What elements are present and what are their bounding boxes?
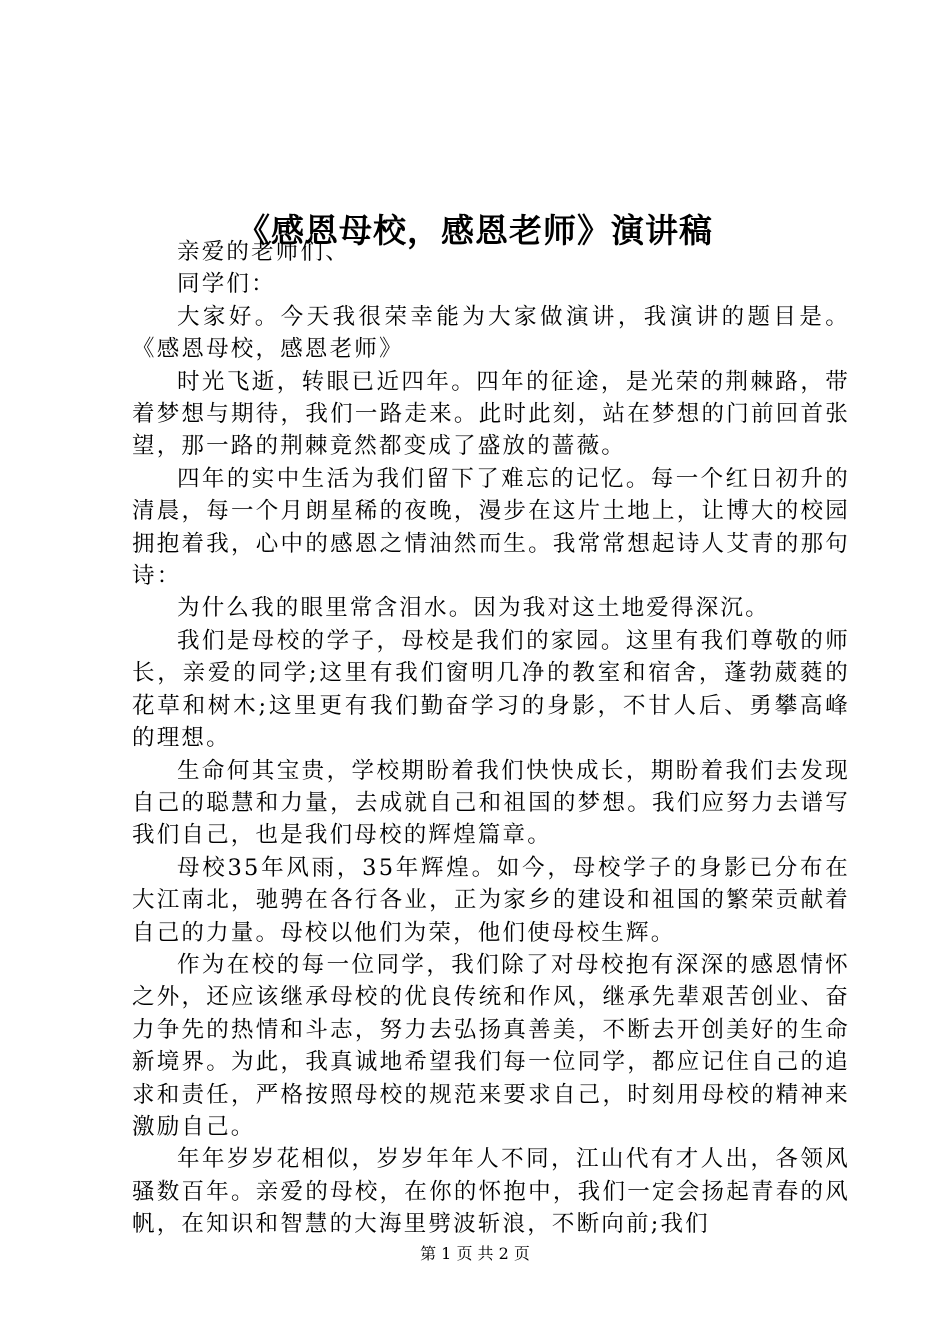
paragraph-salutation-1: 亲爱的老师们、 [177, 239, 350, 265]
paragraph-time-flies: 时光飞逝，转眼已近四年。四年的征途，是光荣的荆棘路，带着梦想与期待，我们一路走来。此时此刻，站在梦想的门前回首张望，那一路的荆棘竟然都变成了盛放的蔷薇。 [132, 368, 850, 460]
paragraph-responsibility: 作为在校的每一位同学，我们除了对母校抱有深深的感恩情怀之外，还应该继承母校的优良传统和作风，继承先辈艰苦创业、奋力争先的热情和斗志，努力去弘扬真善美，不断去开创美好的生命新境界。为此，我真诚地希望我们每一位同学，都应记住自己的追求和责任，严格按照母校的规范来要求自己，时刻用母校的精神来激励自己。 [132, 951, 850, 1140]
paragraph-history: 母校35年风雨，35年辉煌。如今，母校学子的身影已分布在大江南北，驰骋在各行各业，正为家乡的建设和祖国的繁荣贡献着自己的力量。母校以他们为荣，他们使母校生辉。 [132, 854, 850, 946]
paragraph-memories: 四年的实中生活为我们留下了难忘的记忆。每一个红日初升的清晨，每一个月朗星稀的夜晚，漫步在这片土地上，让博大的校园拥抱着我，心中的感恩之情油然而生。我常常想起诗人艾青的那句诗： [132, 465, 850, 590]
document-body [132, 236, 850, 1241]
page-footer: 第 1 页 共 2 页 [420, 1244, 530, 1263]
document-title: 《感恩母校，感恩老师》演讲稿 [237, 211, 713, 251]
paragraph-salutation-2: 同学们： [177, 271, 276, 298]
paragraph-closing: 年年岁岁花相似，岁岁年年人不同，江山代有才人出，各领风骚数百年。亲爱的母校，在你的怀抱中，我们一定会扬起青春的风帆，在知识和智慧的大海里劈波斩浪，不断向前;我们 [132, 1146, 850, 1238]
paragraph-home: 我们是母校的学子，母校是我们的家园。这里有我们尊敬的师长，亲爱的同学;这里有我们窗明几净的教室和宿舍，蓬勃葳蕤的花草和树木;这里更有我们勤奋学习的身影，不甘人后、勇攀高峰的理想。 [132, 627, 850, 752]
paragraph-poem: 为什么我的眼里常含泪水。因为我对这土地爱得深沉。 [177, 595, 770, 622]
paragraph-greeting: 大家好。今天我很荣幸能为大家做演讲，我演讲的题目是。《感恩母校，感恩老师》 [132, 303, 850, 363]
paragraph-life: 生命何其宝贵，学校期盼着我们快快成长，期盼着我们去发现自己的聪慧和力量，去成就自己和祖国的梦想。我们应努力去谱写我们自己，也是我们母校的辉煌篇章。 [132, 757, 850, 849]
